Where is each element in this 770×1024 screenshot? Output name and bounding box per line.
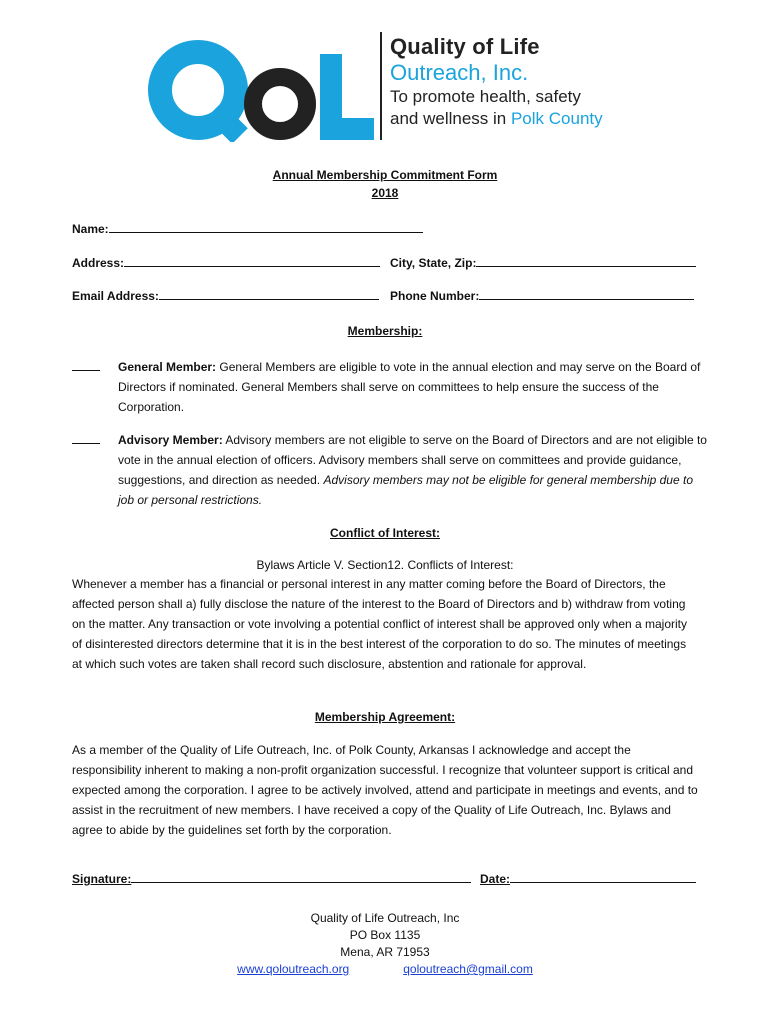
signature-field[interactable]: [72, 872, 471, 886]
form-title: Annual Membership Commitment Form: [272, 168, 498, 182]
conflict-heading: Conflict of Interest:: [330, 526, 440, 540]
email-blank[interactable]: [159, 289, 379, 300]
signature-label: Signature:: [72, 872, 132, 886]
footer-address: [0, 910, 770, 978]
general-member-title: General Member:: [118, 360, 217, 374]
footer-city: Mena, AR 71953: [340, 945, 430, 959]
date-label: Date:: [480, 872, 511, 886]
tagline-polk-county: Polk County: [510, 109, 603, 128]
name-blank[interactable]: [109, 222, 423, 233]
advisory-member-description: Advisory members are not eligible to serve on the Board of Directors and are not eligible to vote in the annual election of officers. Advisory members shall serve on committees and provide guidance, suggestions, and direction as needed.: [118, 433, 707, 487]
qol-logo: [148, 32, 628, 142]
city-field[interactable]: [390, 256, 696, 270]
logo-tagline-2: [390, 108, 603, 130]
name-field[interactable]: [72, 222, 423, 236]
name-label: Name:: [72, 222, 109, 236]
date-blank[interactable]: [510, 872, 696, 883]
address-blank[interactable]: [124, 256, 380, 267]
advisory-member-option[interactable]: [72, 430, 712, 512]
address-label: Address:: [72, 256, 125, 270]
membership-heading: Membership:: [347, 324, 423, 338]
logo-subtitle: Outreach, Inc.: [390, 60, 529, 85]
city-blank[interactable]: [476, 256, 696, 267]
logo-divider: [380, 32, 382, 140]
conflict-text: Whenever a member has a financial or personal interest in any matter coming before the Board of Directors, the affected person shall a) fully disclose the nature of the interest to the Board of Directors and b) withdraw from voting on the matter. Any transaction or vote involving a potential conflict of interest shall be approved only when a majority of disinterested directors determine that it is in the best interest of the corporation to do so. The minutes of meetings at which such votes are taken shall record such disclosure, abstention and rationale for approval.: [72, 577, 688, 671]
date-field[interactable]: [480, 872, 696, 886]
logo-title: Quality of Life: [390, 34, 540, 59]
phone-field[interactable]: [390, 289, 694, 303]
website-link[interactable]: www.qoloutreach.org: [237, 962, 350, 976]
phone-blank[interactable]: [479, 289, 694, 300]
general-member-text: [118, 357, 712, 417]
email-link[interactable]: qoloutreach@gmail.com: [403, 962, 533, 976]
qol-logo-mark: [148, 40, 374, 142]
tagline-part-a: and wellness in: [390, 109, 511, 128]
general-member-option[interactable]: [72, 357, 712, 419]
advisory-member-note: Advisory members may not be eligible for general membership due to job or personal restrictions.: [118, 473, 693, 507]
agreement-text: As a member of the Quality of Life Outreach, Inc. of Polk County, Arkansas I acknowledge and accept the responsibility inherent to making a non-profit organization successful. I recognize that volunteer support is critical and expected among the corporation. I agree to be actively involved, attend and participate in meetings and events, and to assist in the recruitment of new members. I have received a copy of the Quality of Life Outreach, Inc. Bylaws and agree to abide by the guidelines set forth by the corporation.: [72, 743, 698, 837]
general-member-description: General Members are eligible to vote in the annual election and may serve on the Board of Directors if nominated. General Members shall serve on committees to help ensure the success of the Corporation.: [118, 360, 701, 414]
bylaw-reference: Bylaws Article V. Section12. Conflicts of Interest:: [256, 558, 514, 572]
email-field[interactable]: [72, 289, 379, 303]
logo-tagline-1: To promote health, safety: [390, 87, 581, 106]
footer-org: Quality of Life Outreach, Inc: [310, 911, 460, 925]
form-year: 2018: [371, 186, 399, 200]
general-member-checkbox[interactable]: [72, 357, 100, 371]
phone-label: Phone Number:: [390, 289, 480, 303]
footer-po-box: PO Box 1135: [349, 928, 421, 942]
city-label: City, State, Zip:: [390, 256, 477, 270]
advisory-member-text: [118, 430, 712, 510]
footer-links: [0, 961, 770, 978]
address-field[interactable]: [72, 256, 380, 270]
email-label: Email Address:: [72, 289, 159, 303]
logo-text: [390, 34, 603, 130]
advisory-member-checkbox[interactable]: [72, 430, 100, 444]
agreement-heading: Membership Agreement:: [314, 710, 456, 724]
signature-blank[interactable]: [131, 872, 471, 883]
advisory-member-title: Advisory Member:: [118, 433, 223, 447]
